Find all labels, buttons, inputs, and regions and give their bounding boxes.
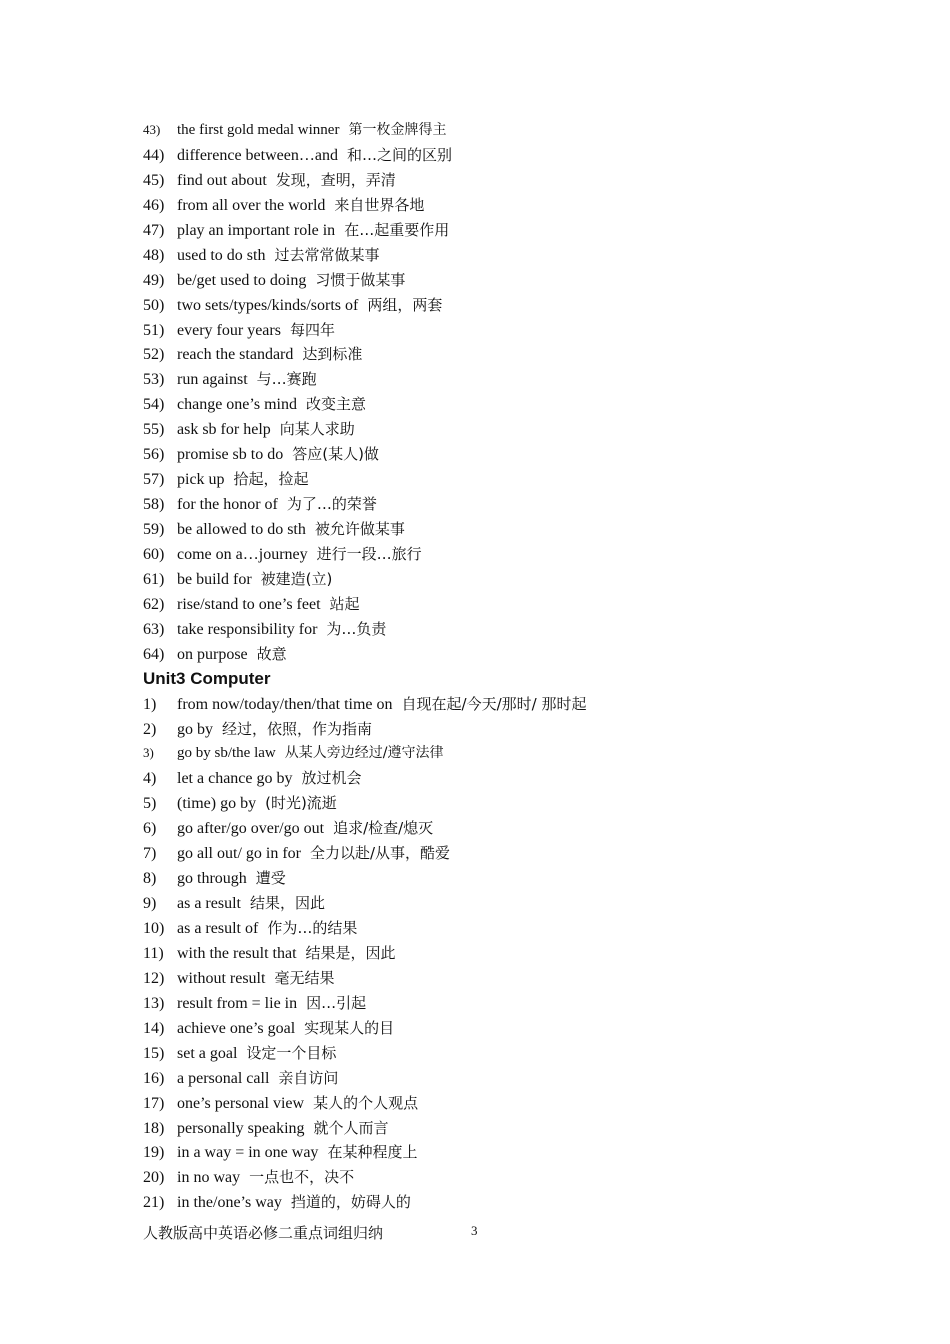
chinese-meaning: 放过机会 (301, 769, 362, 788)
list-item (143, 916, 863, 941)
english-phrase: let a chance go by (177, 770, 293, 788)
chinese-meaning: 因…引起 (306, 993, 367, 1012)
list-item (143, 342, 863, 367)
chinese-meaning: 与…赛跑 (256, 370, 317, 389)
chinese-meaning: 被建造(立) (260, 569, 333, 588)
english-phrase: with the result that (177, 944, 297, 962)
chinese-meaning: 改变主意 (305, 395, 366, 414)
list-item (143, 1165, 863, 1190)
chinese-meaning: (时光)流逝 (265, 794, 337, 813)
item-number: 8) (143, 870, 157, 888)
item-number: 58) (143, 496, 165, 514)
chinese-meaning: 站起 (329, 594, 360, 613)
chinese-meaning: 全力以赴/从事，酷爱 (309, 844, 451, 863)
chinese-meaning: 每四年 (289, 320, 335, 339)
english-phrase: personally speaking (177, 1119, 305, 1137)
list-item (143, 1016, 863, 1041)
item-number: 10) (143, 920, 165, 937)
english-phrase: go by (177, 720, 213, 738)
item-number: 53) (143, 371, 165, 389)
english-phrase: be build for (177, 570, 252, 588)
list-item (143, 218, 863, 243)
item-number: 5) (143, 795, 157, 813)
list-item (143, 268, 863, 293)
list-item (143, 891, 863, 916)
english-phrase: used to do sth (177, 246, 266, 264)
list-item (143, 168, 863, 193)
footer-title: 人教版高中英语必修二重点词组归纳 (143, 1224, 384, 1242)
item-number: 11) (143, 944, 164, 962)
list-item (143, 617, 863, 642)
chinese-meaning: 挡道的，妨碍人的 (290, 1193, 411, 1212)
chinese-meaning: 答应(某人)做 (292, 445, 379, 464)
chinese-meaning: 习惯于做某事 (315, 270, 406, 289)
item-number: 14) (143, 1019, 165, 1037)
english-phrase: promise sb to do (177, 446, 284, 464)
chinese-meaning: 第一枚金牌得主 (348, 122, 447, 138)
chinese-meaning: 拾起，捡起 (233, 470, 309, 489)
phrase-list-unit3 (143, 692, 863, 1216)
list-item (143, 791, 863, 816)
chinese-meaning: 某人的个人观点 (313, 1093, 419, 1112)
item-number: 20) (143, 1169, 165, 1187)
chinese-meaning: 一点也不，决不 (249, 1168, 355, 1187)
list-item (143, 642, 863, 667)
english-phrase: one’s personal view (177, 1094, 305, 1112)
chinese-meaning: 和…之间的区别 (346, 145, 452, 164)
chinese-meaning: 经过，依照，作为指南 (222, 719, 373, 738)
english-phrase: be/get used to doing (177, 271, 307, 289)
list-item (143, 941, 863, 966)
item-number: 45) (143, 171, 165, 189)
chinese-meaning: 为…负责 (326, 619, 387, 638)
item-number: 1) (143, 695, 157, 713)
chinese-meaning: 故意 (256, 644, 287, 663)
item-number: 15) (143, 1044, 165, 1062)
english-phrase: pick up (177, 471, 225, 489)
english-phrase: go after/go over/go out (177, 820, 325, 838)
item-number: 50) (143, 296, 165, 314)
list-item (143, 766, 863, 791)
chinese-meaning: 在…起重要作用 (344, 220, 450, 239)
item-number: 18) (143, 1119, 165, 1137)
chinese-meaning: 两组，两套 (367, 295, 443, 314)
item-number: 44) (143, 146, 165, 164)
item-number: 56) (143, 446, 165, 464)
english-phrase: come on a…journey (177, 545, 308, 563)
list-item (143, 1140, 863, 1165)
chinese-meaning: 就个人而言 (313, 1118, 389, 1137)
list-item (143, 392, 863, 417)
list-item (143, 517, 863, 542)
english-phrase: in no way (177, 1169, 241, 1187)
chinese-meaning: 毫无结果 (274, 968, 335, 987)
english-phrase: find out about (177, 171, 267, 189)
item-number: 55) (143, 421, 165, 439)
item-number: 3) (143, 745, 154, 761)
list-item (143, 442, 863, 467)
chinese-meaning: 进行一段…旅行 (316, 544, 422, 563)
english-phrase: from now/today/then/that time on (177, 695, 393, 713)
item-number: 59) (143, 521, 165, 538)
english-phrase: as a result (177, 895, 241, 913)
item-number: 64) (143, 645, 165, 663)
list-item (143, 243, 863, 268)
list-item (143, 417, 863, 442)
english-phrase: every four years (177, 321, 281, 339)
item-number: 9) (143, 895, 157, 913)
english-phrase: result from = lie in (177, 994, 298, 1012)
chinese-meaning: 作为…的结果 (267, 919, 358, 937)
item-number: 43) (143, 122, 161, 137)
english-phrase: achieve one’s goal (177, 1019, 296, 1037)
item-number: 13) (143, 994, 165, 1012)
item-number: 19) (143, 1144, 165, 1162)
list-item (143, 816, 863, 841)
item-number: 17) (143, 1094, 165, 1112)
english-phrase: a personal call (177, 1069, 270, 1087)
list-item (143, 717, 863, 742)
item-number: 47) (143, 221, 165, 239)
item-number: 2) (143, 720, 157, 738)
item-number: 51) (143, 321, 165, 339)
chinese-meaning: 结果，因此 (249, 894, 325, 913)
item-number: 16) (143, 1069, 165, 1087)
list-item (143, 741, 863, 766)
chinese-meaning: 结果是，因此 (305, 943, 396, 962)
item-number: 48) (143, 246, 165, 264)
item-number: 52) (143, 346, 165, 364)
chinese-meaning: 为了…的荣誉 (286, 495, 377, 514)
list-item (143, 1116, 863, 1141)
unit-heading: Unit3 Computer (143, 668, 271, 688)
list-item (143, 841, 863, 866)
list-item (143, 542, 863, 567)
list-item (143, 318, 863, 343)
english-phrase: be allowed to do sth (177, 521, 306, 538)
item-number: 57) (143, 471, 165, 489)
chinese-meaning: 设定一个目标 (246, 1043, 337, 1062)
item-number: 46) (143, 196, 165, 214)
chinese-meaning: 从某人旁边经过/遵守法律 (284, 745, 444, 762)
chinese-meaning: 实现某人的目 (304, 1018, 395, 1037)
english-phrase: in a way = in one way (177, 1144, 319, 1162)
list-item (143, 293, 863, 318)
page-number: 3 (471, 1223, 478, 1238)
chinese-meaning: 发现，查明，弄清 (275, 170, 396, 189)
item-number: 60) (143, 545, 165, 563)
english-phrase: two sets/types/kinds/sorts of (177, 296, 359, 314)
chinese-meaning: 达到标准 (302, 345, 363, 364)
chinese-meaning: 自现在起/今天/那时/ 那时起 (401, 694, 587, 713)
chinese-meaning: 过去常常做某事 (274, 245, 380, 264)
item-number: 7) (143, 845, 157, 863)
chinese-meaning: 亲自访问 (278, 1068, 339, 1087)
english-phrase: take responsibility for (177, 620, 318, 638)
list-item (143, 367, 863, 392)
english-phrase: set a goal (177, 1044, 238, 1062)
item-number: 6) (143, 820, 157, 838)
english-phrase: the first gold medal winner (177, 122, 340, 138)
english-phrase: as a result of (177, 920, 259, 937)
english-phrase: reach the standard (177, 346, 294, 364)
item-number: 49) (143, 271, 165, 289)
chinese-meaning: 遭受 (255, 869, 286, 888)
english-phrase: without result (177, 969, 266, 987)
list-item (143, 991, 863, 1016)
english-phrase: ask sb for help (177, 421, 271, 439)
list-item (143, 467, 863, 492)
list-item (143, 1091, 863, 1116)
list-item (143, 1066, 863, 1091)
item-number: 21) (143, 1194, 165, 1212)
list-item (143, 143, 863, 168)
list-item (143, 1041, 863, 1066)
chinese-meaning: 在某种程度上 (327, 1143, 418, 1162)
english-phrase: for the honor of (177, 496, 278, 514)
item-number: 54) (143, 396, 165, 414)
english-phrase: on purpose (177, 645, 248, 663)
english-phrase: play an important role in (177, 221, 336, 239)
chinese-meaning: 来自世界各地 (334, 195, 425, 214)
list-item (143, 592, 863, 617)
english-phrase: difference between…and (177, 146, 338, 164)
item-number: 12) (143, 969, 165, 987)
phrase-list (143, 118, 863, 1215)
list-item (143, 492, 863, 517)
english-phrase: go all out/ go in for (177, 845, 301, 863)
item-number: 61) (143, 570, 165, 588)
phrase-list-unit2-continued (143, 118, 863, 667)
list-item (143, 118, 863, 143)
list-item (143, 193, 863, 218)
item-number: 62) (143, 595, 165, 613)
list-item (143, 866, 863, 891)
english-phrase: go through (177, 870, 247, 888)
english-phrase: from all over the world (177, 196, 326, 214)
list-item (143, 1190, 863, 1215)
english-phrase: go by sb/the law (177, 745, 276, 762)
item-number: 4) (143, 770, 157, 788)
chinese-meaning: 向某人求助 (279, 420, 355, 439)
english-phrase: in the/one’s way (177, 1194, 282, 1212)
list-item (143, 567, 863, 592)
item-number: 63) (143, 620, 165, 638)
english-phrase: change one’s mind (177, 396, 297, 414)
list-item (143, 692, 863, 717)
english-phrase: run against (177, 371, 248, 389)
chinese-meaning: 追求/检查/熄灭 (333, 819, 434, 838)
list-item (143, 966, 863, 991)
chinese-meaning: 被允许做某事 (314, 520, 405, 538)
english-phrase: (time) go by (177, 795, 257, 813)
english-phrase: rise/stand to one’s feet (177, 595, 321, 613)
